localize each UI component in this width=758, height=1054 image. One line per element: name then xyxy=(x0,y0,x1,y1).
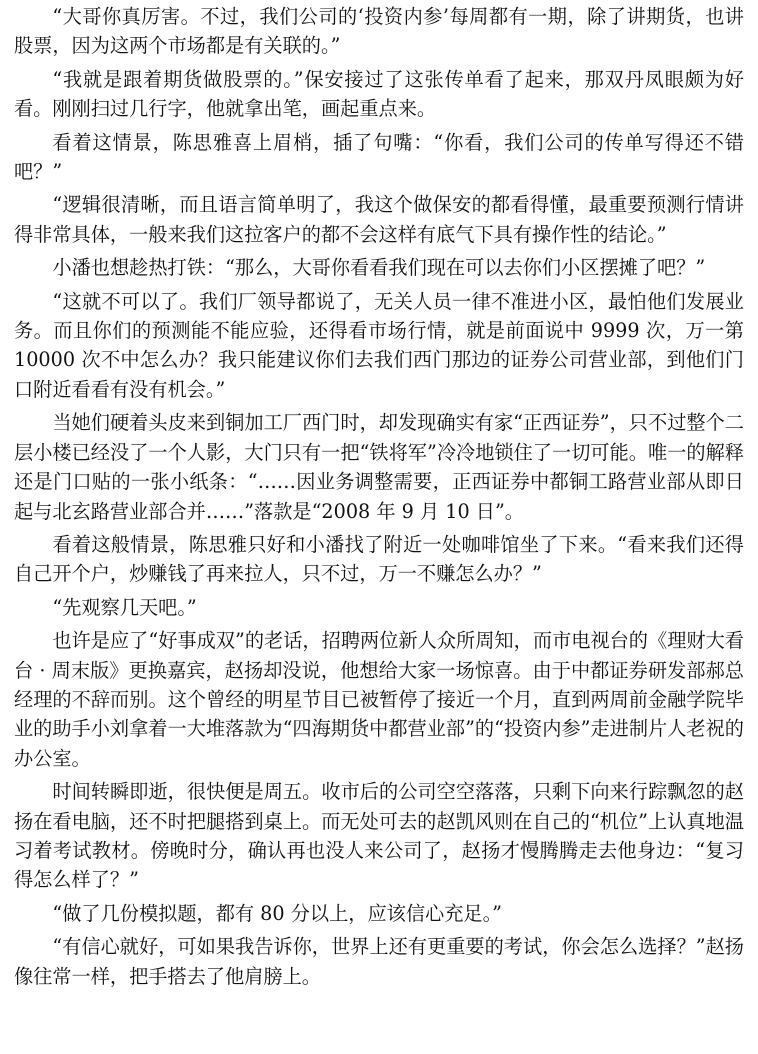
paragraph-2: “我就是跟着期货做股票的。”保安接过了这张传单看了起来，那双丹凤眼颇为好看。刚刚扫过几行字，他就拿出笔，画起重点来。 xyxy=(14,67,744,121)
paragraph-10: 也许是应了“好事成双”的老话，招聘两位新人众所周知，而市电视台的《理财大看台 · 周末版》更换嘉宾，赵扬却没说，他想给大家一场惊喜。由于中都证券研发部郝总经理的不辞而别。这个曾经的明星节目已被暂停了接近一个月，直到两周前金融学院毕业的助手小刘拿着一大堆落款为“四海期货中都营业部”的“投资内参”走进制片人老祝的办公室。 xyxy=(14,629,744,770)
paragraph-7: 当她们硬着头皮来到铜加工厂西门时，却发现确实有家“正西证券”，只不过整个二层小楼已经没了一个人影，大门只有一把“铁将军”冷冷地锁住了一切可能。唯一的解释还是门口贴的一张小纸条：“……因业务调整需要，正西证券中都铜工路营业部从即日起与北玄路营业部合并……”落款是“2008 年 9 月 10 日”。 xyxy=(14,411,744,523)
paragraph-11: 时间转瞬即逝，很快便是周五。收市后的公司空空落落，只剩下向来行踪飘忽的赵扬在看电脑，还不时把腿搭到桌上。而无处可去的赵凯风则在自己的“机位”上认真地温习着考试教材。傍晚时分，确认再也没人来公司了，赵扬才慢腾腾走去他身边：“复习得怎么样了？” xyxy=(14,780,744,892)
paragraph-6: “这就不可以了。我们厂领导都说了，无关人员一律不准进小区，最怕他们发展业务。而且你们的预测能不能应验，还得看市场行情，就是前面说中 9999 次，万一第 10000 次不中怎么办？我只能建议你们去我们西门那边的证券公司营业部，到他们门口附近看看有没有机会。” xyxy=(14,289,744,401)
paragraph-12: “做了几份模拟题，都有 80 分以上，应该信心充足。” xyxy=(52,901,502,925)
document-page xyxy=(14,2,744,995)
paragraph-9: “先观察几天吧。” xyxy=(52,595,197,619)
paragraph-5: 小潘也想趁热打铁：“那么，大哥你看看我们现在可以去你们小区摆摊了吧？” xyxy=(52,256,706,280)
paragraph-1: “大哥你真厉害。不过，我们公司的‘投资内参’每周都有一期，除了讲期货，也讲股票，因为这两个市场都是有关联的。” xyxy=(14,5,744,58)
paragraph-13: “有信心就好，可如果我告诉你，世界上还有更重要的考试，你会怎么选择？”赵扬像往常一样，把手搭去了他肩膀上。 xyxy=(14,935,744,988)
paragraph-3: 看着这情景，陈思雅喜上眉梢，插了句嘴：“你看，我们公司的传单写得还不错吧？” xyxy=(14,130,744,184)
paragraph-8: 看着这般情景，陈思雅只好和小潘找了附近一处咖啡馆坐了下来。“看来我们还得自己开个户，炒赚钱了再来拉人，只不过，万一不赚怎么办？” xyxy=(14,532,744,586)
paragraph-4: “逻辑很清晰，而且语言简单明了，我这个做保安的都看得懂，最重要预测行情讲得非常具体，一般来我们这拉客户的都不会这样有底气下具有操作性的结论。” xyxy=(14,193,744,246)
